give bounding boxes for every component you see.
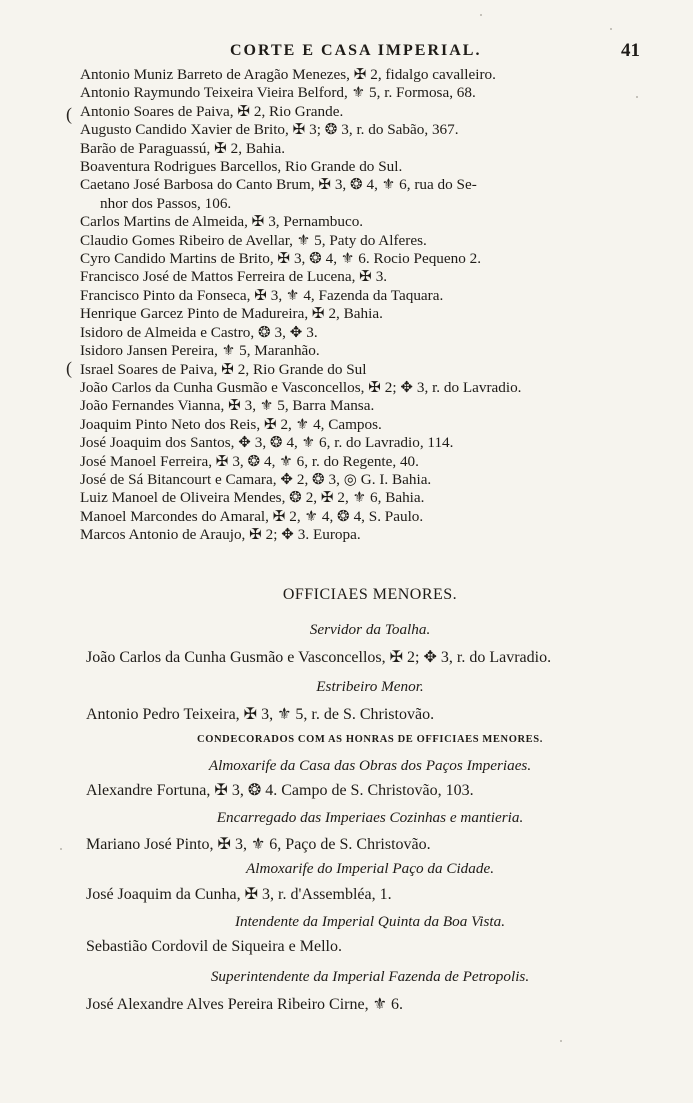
subsection-entry [86,780,666,800]
subsection-entry [86,704,666,724]
section-title: OFFICIAES MENORES. [282,586,458,603]
subsection-title: Superintendente da Imperial Fazenda de Petropolis. [210,968,530,985]
list-entry: Francisco José de Mattos Ferreira de Lucena, ✠ 3. [80,268,388,286]
running-title: CORTE E CASA IMPERIAL. [230,42,482,59]
subsection-estribeiro [80,678,660,696]
subsection-petropolis [80,968,660,986]
list-entry: José de Sá Bitancourt e Camara, ✥ 2, ❂ 3, ◎ G. I. Bahia. [80,470,432,488]
list-entry: Antonio Raymundo Teixeira Vieira Belford, ⚜ 5, r. Formosa, 68. [80,84,476,102]
condecorados-title: CONDECORADOS COM AS HONRAS DE OFFICIAES MENORES. [197,734,543,745]
subsection-entry [86,994,666,1014]
condecorados-heading [80,734,660,745]
subsection-entry [86,884,666,904]
subsection-title: Servidor da Toalha. [309,621,431,638]
list-entry: Israel Soares de Paiva, ✠ 2, Rio Grande do Sul [80,360,367,378]
list-entry: Marcos Antonio de Araujo, ✠ 2; ✥ 3. Europa. [80,526,361,544]
list-entry: Carlos Martins de Almeida, ✠ 3, Pernambuco. [80,213,364,231]
paper-speck [560,1040,562,1042]
entry-list [80,66,650,545]
subsection-servidor [80,621,660,639]
entry-text: José Alexandre Alves Pereira Ribeiro Cirne, ⚜ 6. [86,996,403,1013]
section-officiaes-menores [80,586,660,604]
list-entry: Manoel Marcondes do Amaral, ✠ 2, ⚜ 4, ❂ 4, S. Paulo. [80,507,424,525]
list-entry: Barão de Paraguassú, ✠ 2, Bahia. [80,139,286,157]
list-entry: José Manoel Ferreira, ✠ 3, ❂ 4, ⚜ 6, r. do Regente, 40. [80,452,419,470]
list-entry: João Carlos da Cunha Gusmão e Vasconcellos, ✠ 2; ✥ 3, r. do Lavradio. [80,378,522,396]
list-entry-continuation: nhor dos Passos, 106. [100,194,232,212]
subsection-entry [86,834,666,854]
paper-speck [480,14,482,16]
subsection-title: Estribeiro Menor. [316,678,424,695]
paper-speck [60,848,62,850]
entry-text: Alexandre Fortuna, ✠ 3, ❂ 4. Campo de S. Christovão, 103. [86,782,474,799]
subsection-title: Intendente da Imperial Quinta da Boa Vista. [234,913,506,930]
list-entry: Boaventura Rodrigues Barcellos, Rio Grande do Sul. [80,158,403,176]
paper-speck [610,28,612,30]
subsection-entry [86,938,666,956]
subsection-quinta [80,913,660,931]
list-entry: Antonio Soares de Paiva, ✠ 2, Rio Grande. [80,102,344,120]
list-entry: Joaquim Pinto Neto dos Reis, ✠ 2, ⚜ 4, Campos. [80,415,382,433]
subsection-almox-obras [80,757,660,775]
entry-text: Sebastião Cordovil de Siqueira e Mello. [86,938,342,955]
handwritten-bracket-mark: ( [66,104,72,124]
subsection-title: Almoxarife do Imperial Paço da Cidade. [245,860,495,877]
page-number: 41 [621,40,640,61]
list-entry: Antonio Muniz Barreto de Aragão Menezes, ✠ 2, fidalgo cavalleiro. [80,66,496,83]
list-entry: José Joaquim dos Santos, ✥ 3, ❂ 4, ⚜ 6, r. do Lavradio, 114. [80,434,454,452]
entry-text: Mariano José Pinto, ✠ 3, ⚜ 6, Paço de S. Christovão. [86,836,431,853]
page-header [80,40,660,64]
paper-speck [636,96,638,98]
subsection-title: Almoxarife da Casa das Obras dos Paços Imperiaes. [208,757,532,774]
handwritten-bracket-mark: ( [66,358,72,378]
subsection-cozinhas [80,809,660,827]
subsection-almox-cidade [80,860,660,878]
list-entry: Caetano José Barbosa do Canto Brum, ✠ 3, ❂ 4, ⚜ 6, rua do Se- [80,176,477,194]
list-entry: Claudio Gomes Ribeiro de Avellar, ⚜ 5, Paty do Alferes. [80,231,427,249]
list-entry: Cyro Candido Martins de Brito, ✠ 3, ❂ 4, ⚜ 6. Rocio Pequeno 2. [80,250,482,268]
subsection-entry [86,647,666,667]
list-entry: Francisco Pinto da Fonseca, ✠ 3, ⚜ 4, Fazenda da Taquara. [80,286,444,304]
list-entry: Isidoro Jansen Pereira, ⚜ 5, Maranhão. [80,342,320,360]
list-entry: Henrique Garcez Pinto de Madureira, ✠ 2, Bahia. [80,305,383,323]
entry-text: Antonio Pedro Teixeira, ✠ 3, ⚜ 5, r. de S. Christovão. [86,706,435,723]
list-entry: João Fernandes Vianna, ✠ 3, ⚜ 5, Barra Mansa. [80,397,375,415]
entry-text: João Carlos da Cunha Gusmão e Vasconcellos, ✠ 2; ✥ 3, r. do Lavradio. [86,649,552,666]
list-entry: Luiz Manoel de Oliveira Mendes, ❂ 2, ✠ 2, ⚜ 6, Bahia. [80,489,425,507]
entry-text: José Joaquim da Cunha, ✠ 3, r. d'Assembléa, 1. [86,886,392,903]
list-entry: Isidoro de Almeida e Castro, ❂ 3, ✥ 3. [80,323,318,341]
subsection-title: Encarregado das Imperiaes Cozinhas e mantieria. [216,809,524,826]
list-entry: Augusto Candido Xavier de Brito, ✠ 3; ❂ 3, r. do Sabão, 367. [80,121,459,139]
